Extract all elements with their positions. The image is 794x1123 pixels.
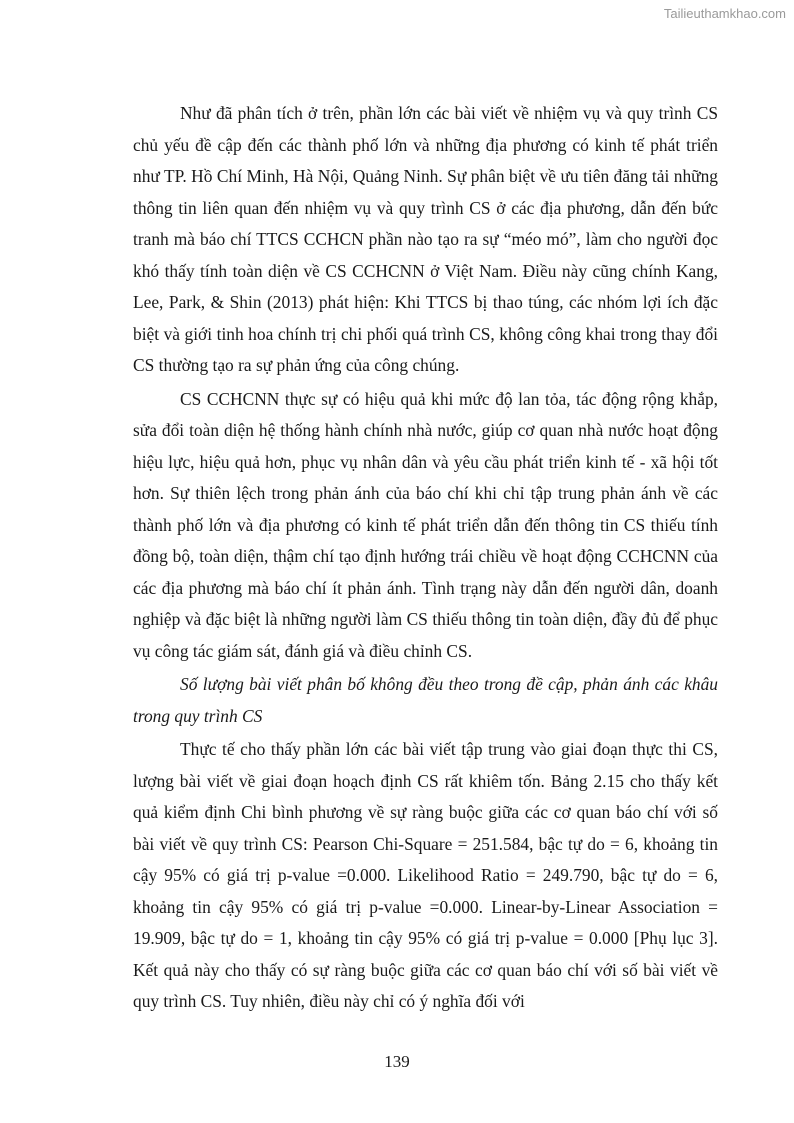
document-body bbox=[133, 98, 718, 1018]
page-number: 139 bbox=[384, 1052, 410, 1071]
italic-subheading: Số lượng bài viết phân bố không đều theo trong đề cập, phản ánh các khâu trong quy trình CS bbox=[133, 674, 718, 726]
paragraph-1: Như đã phân tích ở trên, phần lớn các bài viết về nhiệm vụ và quy trình CS chủ yếu đề cập đến các thành phố lớn và những địa phương có kinh tế phát triển như TP. Hồ Chí Minh, Hà Nội, Quảng Ninh. Sự phân biệt về ưu tiên đăng tải những thông tin liên quan đến nhiệm vụ và quy trình CS ở các địa phương, dẫn đến bức tranh mà báo chí TTCS CCHCN phần nào tạo ra sự “méo mó”, làm cho người đọc khó thấy tính toàn diện về CS CCHCNN ở Việt Nam. Điều này cũng chính Kang, Lee, Park, & Shin (2013) phát hiện: Khi TTCS bị thao túng, các nhóm lợi ích đặc biệt và giới tinh hoa chính trị chi phối quá trình CS, không công khai trong thay đổi CS thường tạo ra sự phản ứng của công chúng. bbox=[133, 103, 718, 375]
paragraph-2: CS CCHCNN thực sự có hiệu quả khi mức độ lan tỏa, tác động rộng khắp, sửa đổi toàn diện hệ thống hành chính nhà nước, giúp cơ quan nhà nước hoạt động hiệu lực, hiệu quả hơn, phục vụ nhân dân và yêu cầu phát triển kinh tế - xã hội tốt hơn. Sự thiên lệch trong phản ánh của báo chí khi chỉ tập trung phản ánh về các thành phố lớn và địa phương có kinh tế phát triển dẫn đến thông tin CS thiếu tính đồng bộ, toàn diện, thậm chí tạo định hướng trái chiều về hoạt động CCHCNN của các địa phương mà báo chí ít phản ánh. Tình trạng này dẫn đến người dân, doanh nghiệp và đặc biệt là những người làm CS thiếu thông tin toàn diện, đầy đủ để phục vụ công tác giám sát, đánh giá và điều chỉnh CS. bbox=[133, 388, 718, 661]
paragraph-3: Thực tế cho thấy phần lớn các bài viết tập trung vào giai đoạn thực thi CS, lượng bài viết về giai đoạn hoạch định CS rất khiêm tốn. Bảng 2.15 cho thấy kết quả kiểm định Chi bình phương về sự ràng buộc giữa các cơ quan báo chí với số bài viết về quy trình CS: Pearson Chi-Square = 251.584, bậc tự do = 6, khoảng tin cậy 95% có giá trị p-value =0.000. Likelihood Ratio = 249.790, bậc tự do = 6, khoảng tin cậy 95% có giá trị p-value =0.000. Linear-by-Linear Association = 19.909, bậc tự do = 1, khoảng tin cậy 95% có giá trị p-value = 0.000 [Phụ lục 3]. Kết quả này cho thấy có sự ràng buộc giữa các cơ quan báo chí với số bài viết về quy trình CS. Tuy nhiên, điều này chỉ có ý nghĩa đối với bbox=[133, 739, 718, 1011]
watermark-text: Tailieuthamkhao.com bbox=[663, 6, 786, 21]
